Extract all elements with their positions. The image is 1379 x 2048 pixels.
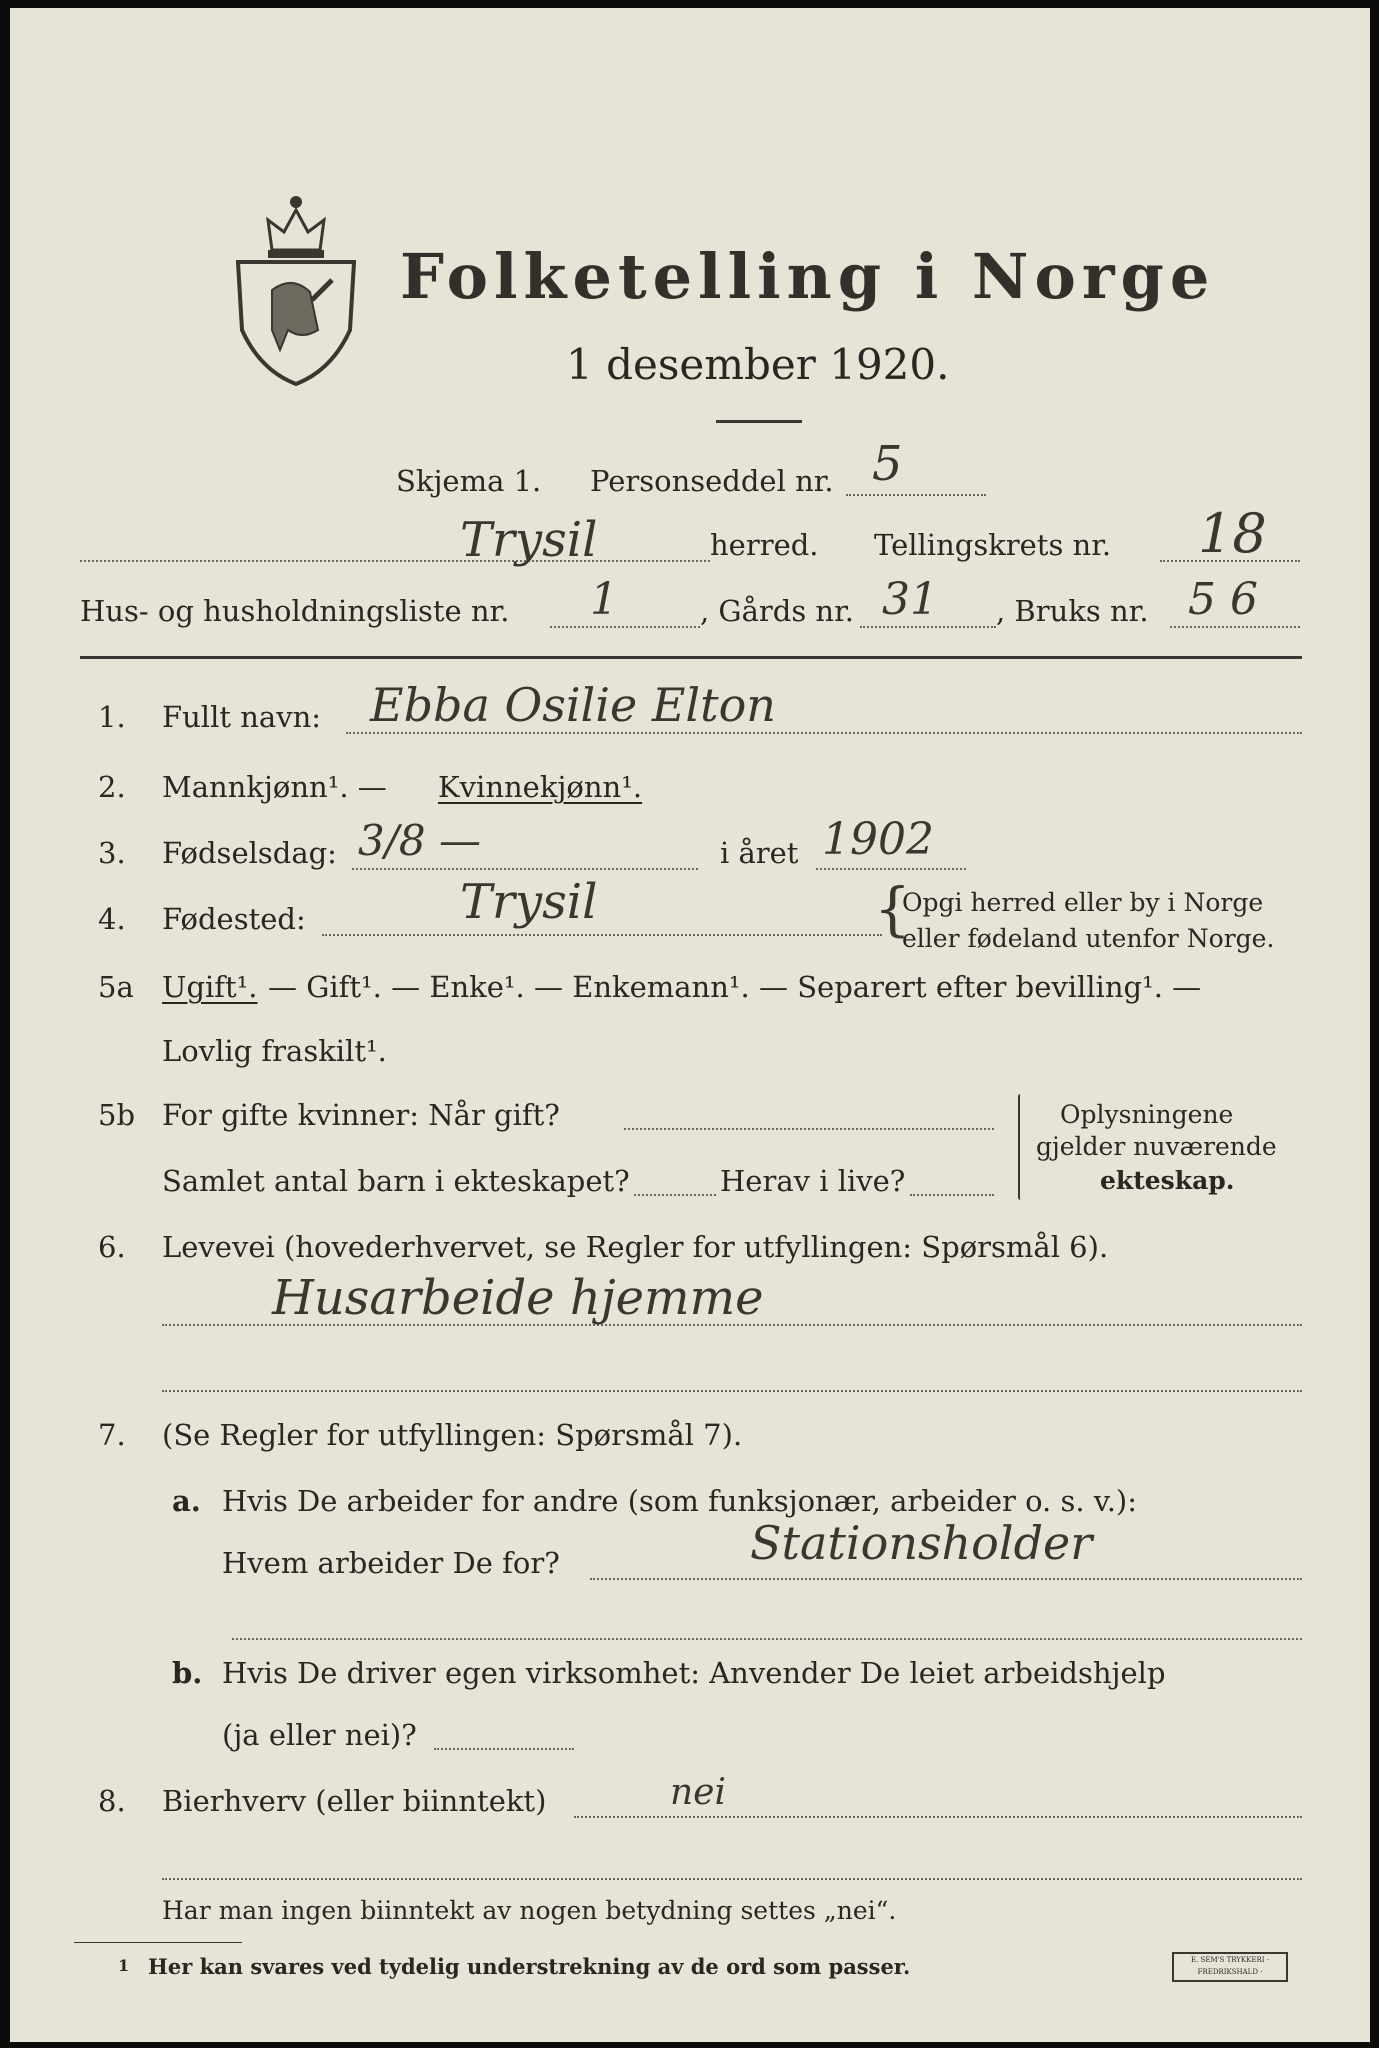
q1-label: Fullt navn: <box>162 700 322 734</box>
children-total-label: Samlet antal barn i ekteskapet? <box>162 1164 630 1198</box>
female-option[interactable]: Kvinnekjønn¹. <box>438 770 643 804</box>
q8-label: Bierhverv (eller biinntekt) <box>162 1784 547 1818</box>
occupation-line-2 <box>162 1390 1302 1392</box>
side-income-line-2 <box>162 1878 1302 1880</box>
year-label: i året <box>720 836 799 870</box>
q6-number: 6. <box>98 1230 126 1264</box>
divorced-option[interactable]: Lovlig fraskilt¹. <box>162 1034 387 1068</box>
personseddel-value[interactable]: 5 <box>872 436 903 492</box>
q7b-label-2: (ja eller nei)? <box>222 1718 417 1752</box>
children-alive-label: Herav i live? <box>720 1164 906 1198</box>
q7-number: 7. <box>98 1418 126 1452</box>
q5b-number: 5b <box>98 1098 136 1132</box>
side-income-line <box>574 1816 1302 1818</box>
full-name-value[interactable]: Ebba Osilie Elton <box>370 678 776 732</box>
side-income-value[interactable]: nei <box>670 1772 727 1813</box>
q7b-label: Hvis De driver egen virksomhet: Anvender De leiet arbeidshjelp <box>222 1656 1166 1690</box>
employer-line <box>590 1578 1302 1580</box>
coat-of-arms-icon <box>232 180 360 388</box>
q1-line <box>346 732 1302 734</box>
personseddel-line <box>846 494 986 496</box>
printer-stamp: E. SEM'S TRYKKERI · FREDRIKSHALD · <box>1172 1952 1288 1982</box>
census-form <box>10 8 1370 2042</box>
bruks-line <box>1170 626 1300 628</box>
husliste-line <box>550 626 700 628</box>
q3-number: 3. <box>98 836 126 870</box>
title-divider <box>716 420 802 423</box>
herred-value[interactable]: Trysil <box>460 512 598 568</box>
census-date: 1 desember 1920. <box>566 340 950 389</box>
q8-number: 8. <box>98 1784 126 1818</box>
male-option[interactable]: Mannkjønn¹. — <box>162 770 387 804</box>
schema-label: Skjema 1. <box>396 464 542 498</box>
hired-help-line <box>434 1748 574 1750</box>
bruks-label: , Bruks nr. <box>996 594 1149 628</box>
q1-number: 1. <box>98 700 126 734</box>
q6-label: Levevei (hovederhvervet, se Regler for utfyllingen: Spørsmål 6). <box>162 1230 1109 1264</box>
birthday-line <box>352 868 698 870</box>
q7a-label: Hvis De arbeider for andre (som funksjonær, arbeider o. s. v.): <box>222 1484 1138 1518</box>
birthplace-note-2: eller fødeland utenfor Norge. <box>902 924 1275 953</box>
birthplace-value[interactable]: Trysil <box>460 874 598 930</box>
married-when-label: For gifte kvinner: Når gift? <box>162 1098 560 1132</box>
personseddel-label: Personseddel nr. <box>590 464 834 498</box>
husliste-value[interactable]: 1 <box>590 574 618 625</box>
gards-line <box>860 626 996 628</box>
marriage-note-2: gjelder nuværende <box>1036 1132 1277 1161</box>
marriage-note-1: Oplysningene <box>1060 1100 1234 1129</box>
marriage-note-bracket <box>1018 1094 1023 1200</box>
tellingskrets-value[interactable]: 18 <box>1198 502 1267 565</box>
footnote-text: Her kan svares ved tydelig understrekning av de ord som passer. <box>148 1954 911 1979</box>
footnote-rule <box>74 1942 242 1943</box>
marital-options[interactable]: — Gift¹. — Enke¹. — Enkemann¹. — Separert efter bevilling¹. — <box>268 970 1202 1004</box>
marriage-note-3: ekteskap. <box>1100 1166 1235 1195</box>
employer-line-2 <box>232 1638 1302 1640</box>
footnote-mark: 1 <box>118 1956 130 1975</box>
gards-value[interactable]: 31 <box>882 574 938 625</box>
children-alive-line <box>910 1194 994 1196</box>
unmarried-option[interactable]: Ugift¹. <box>162 970 258 1004</box>
q7a-letter: a. <box>172 1484 201 1518</box>
q4-label: Fødested: <box>162 902 306 936</box>
children-total-line <box>634 1194 716 1196</box>
herred-line <box>80 560 710 562</box>
q7-label: (Se Regler for utfyllingen: Spørsmål 7). <box>162 1418 743 1452</box>
q4-number: 4. <box>98 902 126 936</box>
year-line <box>816 868 966 870</box>
tellingskrets-label: Tellingskrets nr. <box>874 528 1112 562</box>
birthplace-brace: { <box>874 875 911 943</box>
bruks-value[interactable]: 5 6 <box>1188 574 1258 625</box>
birthplace-note-1: Opgi herred eller by i Norge <box>902 888 1264 917</box>
occupation-value[interactable]: Husarbeide hjemme <box>272 1270 764 1326</box>
herred-label: herred. <box>710 528 819 562</box>
employer-value[interactable]: Stationsholder <box>750 1516 1093 1570</box>
q3-label: Fødselsdag: <box>162 836 337 870</box>
married-when-line <box>624 1128 994 1130</box>
side-income-note: Har man ingen biinntekt av nogen betydning settes „nei“. <box>162 1896 897 1925</box>
q2-number: 2. <box>98 770 126 804</box>
birthday-value[interactable]: 3/8 — <box>358 816 481 865</box>
birth-year-value[interactable]: 1902 <box>822 814 934 865</box>
q7b-letter: b. <box>172 1656 203 1690</box>
header-rule <box>80 656 1302 659</box>
husliste-label: Hus- og husholdningsliste nr. <box>80 594 510 628</box>
q7a-label-2: Hvem arbeider De for? <box>222 1546 560 1580</box>
form-title: Folketelling i Norge <box>400 240 1216 313</box>
gards-label: , Gårds nr. <box>700 594 854 628</box>
q5a-number: 5a <box>98 970 134 1004</box>
birthplace-line <box>322 934 882 936</box>
